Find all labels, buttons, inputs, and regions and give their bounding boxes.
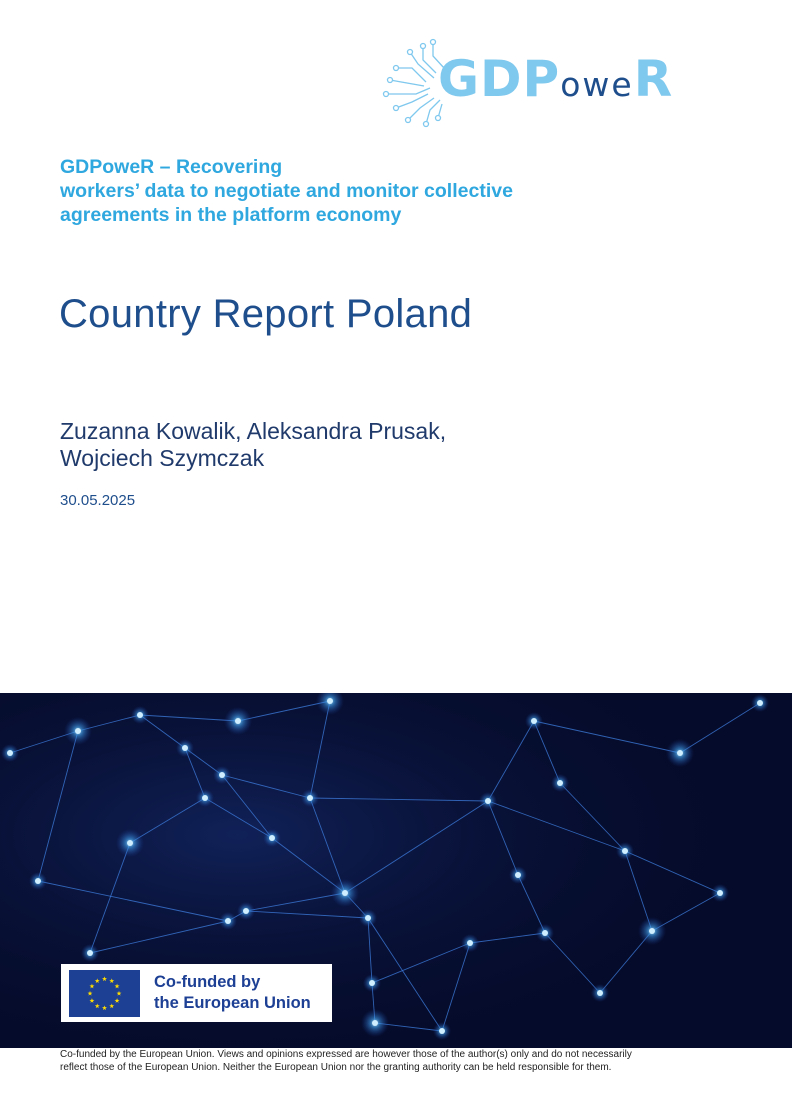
eu-cofunded-badge [61,964,332,1022]
publication-date: 30.05.2025 [60,492,136,509]
gdpower-logo [378,38,708,128]
logo-part-r: R [633,50,674,108]
logo-wordmark [438,50,673,108]
project-title [60,155,513,227]
project-title-line-3: agreements in the platform economy [60,204,402,226]
authors [60,418,446,472]
project-title-line-2: workers’ data to negotiate and monitor collective [60,180,513,202]
eu-cofunded-text [154,972,311,1014]
disclaimer-line-1: Co-funded by the European Union. Views and opinions expressed are however those of the author(s) only and do not necessarily [60,1049,632,1060]
logo-part-owe: owe [560,65,634,104]
logo-part-gdp: GDP [438,50,561,108]
eu-disclaimer [60,1048,760,1074]
eu-text-line-1: Co-funded by [154,973,261,991]
project-title-line-1: GDPoweR – Recovering [60,156,283,178]
disclaimer-line-2: reflect those of the European Union. Neither the European Union nor the granting authority can be held responsible for them. [60,1062,612,1073]
eu-text-line-2: the European Union [154,994,311,1012]
report-title: Country Report Poland [59,292,473,336]
eu-flag-icon [69,970,140,1017]
authors-line-2: Wojciech Szymczak [60,445,265,471]
authors-line-1: Zuzanna Kowalik, Aleksandra Prusak, [60,418,447,444]
